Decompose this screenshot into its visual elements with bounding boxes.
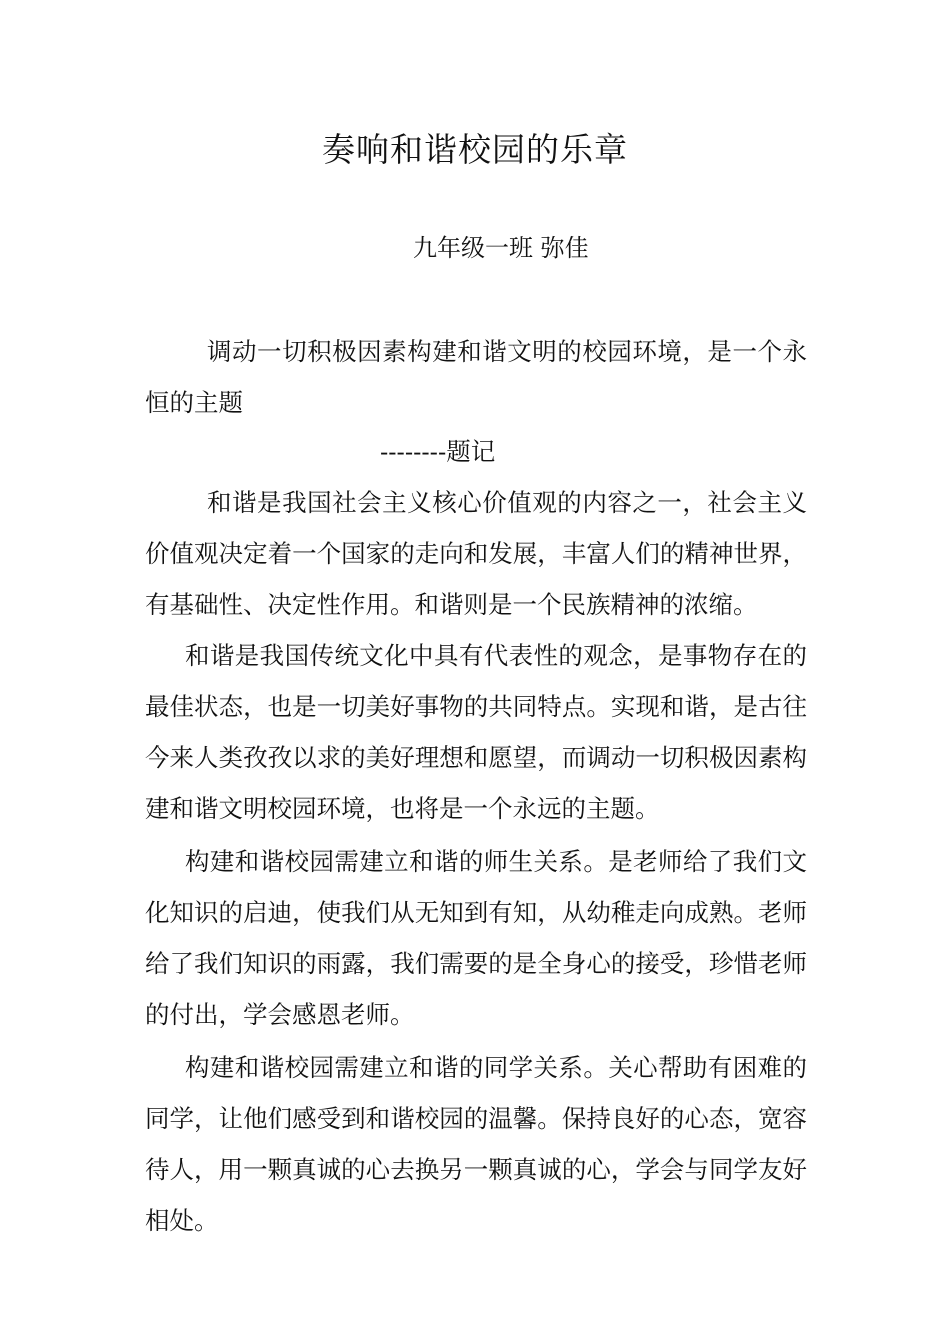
epigraph bbox=[145, 326, 807, 428]
paragraph: 和谐是我国传统文化中具有代表性的观念，是事物存在的最佳状态，也是一切美好事物的共同特点。实现和谐，是古往今来人类孜孜以求的美好理想和愿望，而调动一切积极因素构建和谐文明校园环境，也将是一个永远的主题。 bbox=[145, 641, 807, 823]
paragraph: 构建和谐校园需建立和谐的师生关系。是老师给了我们文化知识的启迪，使我们从无知到有知，从幼稚走向成熟。老师给了我们知识的雨露，我们需要的是全身心的接受，珍惜老师的付出，学会感恩老师。 bbox=[145, 847, 807, 1029]
author-line: 九年级一班 弥佳 bbox=[413, 234, 589, 262]
paragraph: 构建和谐校园需建立和谐的同学关系。关心帮助有困难的同学，让他们感受到和谐校园的温馨。保持良好的心态，宽容待人，用一颗真诚的心去换另一颗真诚的心，学会与同学友好相处。 bbox=[145, 1053, 807, 1235]
body-text bbox=[145, 477, 807, 1246]
epigraph-text: 调动一切积极因素构建和谐文明的校园环境，是一个永恒的主题 bbox=[145, 337, 807, 417]
epigraph-signature: --------题记 bbox=[380, 437, 496, 466]
paragraph: 和谐是我国社会主义核心价值观的内容之一，社会主义价值观决定着一个国家的走向和发展，丰富人们的精神世界，有基础性、决定性作用。和谐则是一个民族精神的浓缩。 bbox=[145, 488, 807, 619]
document-title: 奏响和谐校园的乐章 bbox=[322, 130, 628, 169]
